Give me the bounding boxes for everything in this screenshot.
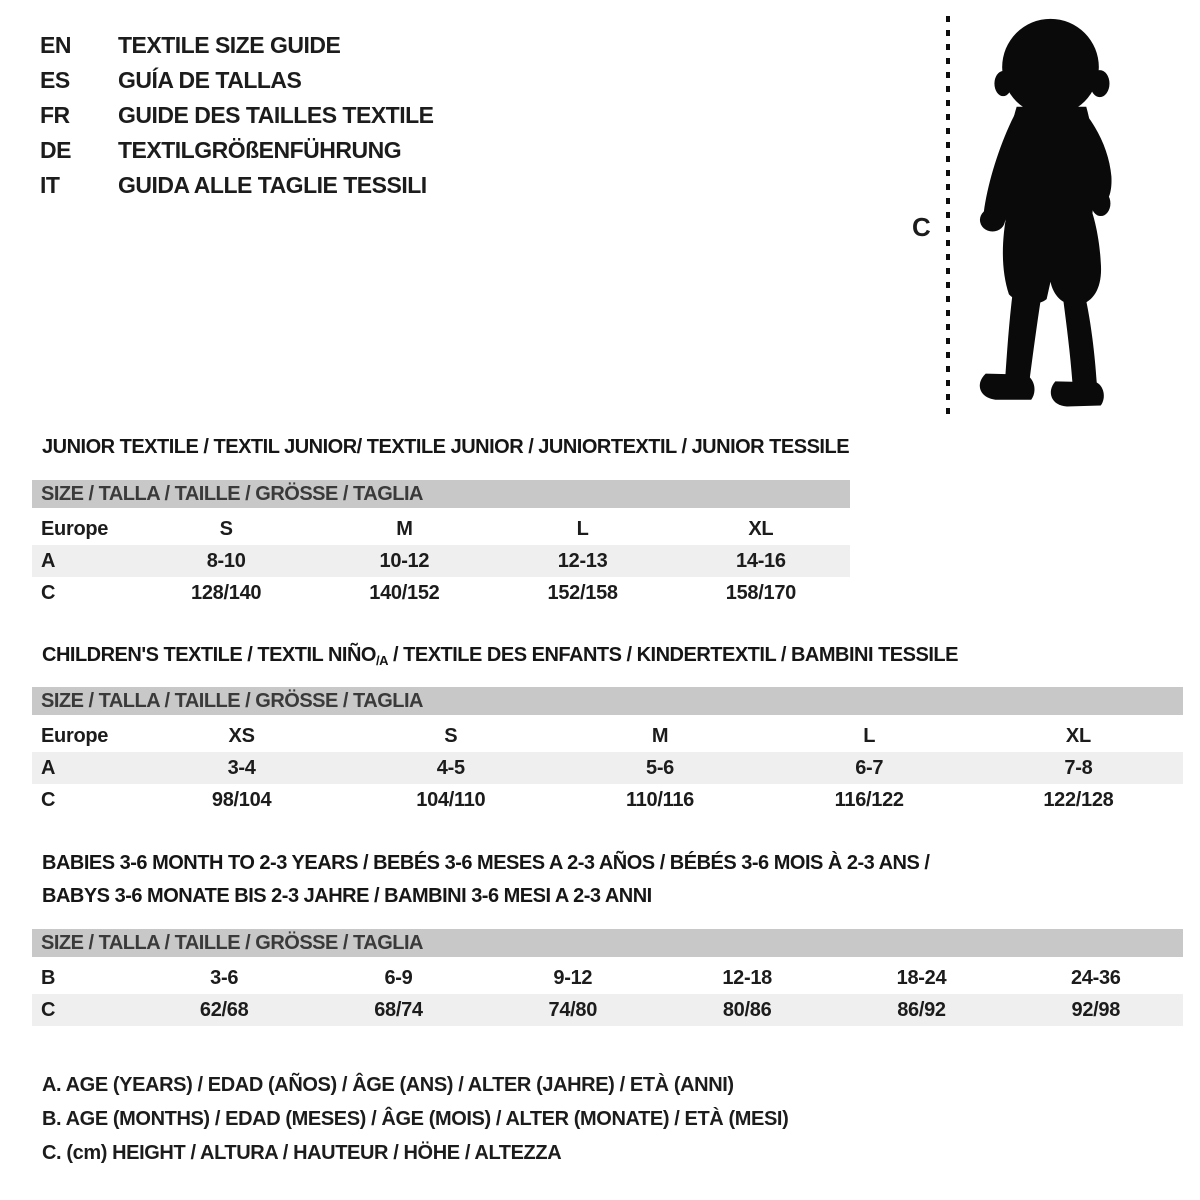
row-label: C [41, 582, 56, 604]
size-cell: XL [1065, 725, 1091, 747]
height-cell: 158/170 [725, 582, 796, 604]
months-cell: 12-18 [722, 967, 772, 989]
size-header-bar: SIZE / TALLA / TAILLE / GRÖSSE / TAGLIA [32, 480, 850, 508]
table-row-height [32, 994, 1183, 1026]
children-title-before: CHILDREN'S TEXTILE / TEXTIL NIÑO [42, 644, 376, 666]
row-label: A [41, 757, 56, 779]
size-cell: S [444, 725, 458, 747]
legend-line-a: A. AGE (YEARS) / EDAD (AÑOS) / ÂGE (ANS) / ALTER (JAHRE) / ETÀ (ANNI) [42, 1074, 734, 1096]
table-row-europe [32, 720, 1183, 752]
language-label: GUIDA ALLE TAGLIE TESSILI [118, 172, 427, 198]
age-cell: 12-13 [557, 550, 608, 572]
height-measure-dashed-line [946, 16, 950, 418]
table-row-height [32, 784, 1183, 816]
height-cell: 68/74 [374, 999, 423, 1021]
table-row-months [32, 962, 1183, 994]
language-label: TEXTILE SIZE GUIDE [118, 32, 341, 58]
language-row-es [40, 63, 434, 98]
size-cell: S [219, 518, 233, 540]
language-code: DE [40, 137, 71, 163]
babies-section-title-line1: BABIES 3-6 MONTH TO 2-3 YEARS / BEBÉS 3-6 MESES A 2-3 AÑOS / BÉBÉS 3-6 MOIS À 2-3 ANS / [42, 852, 930, 874]
size-cell: M [651, 725, 669, 747]
size-cell: M [396, 518, 413, 540]
junior-section-title: JUNIOR TEXTILE / TEXTIL JUNIOR/ TEXTILE JUNIOR / JUNIORTEXTIL / JUNIOR TESSILE [42, 436, 850, 458]
months-cell: 3-6 [210, 967, 239, 989]
language-row-fr [40, 98, 434, 133]
row-label: B [41, 967, 56, 989]
height-cell: 74/80 [548, 999, 598, 1021]
language-code: EN [40, 32, 71, 58]
babies-section-title-line2: BABYS 3-6 MONATE BIS 2-3 JAHRE / BAMBINI 3-6 MESI A 2-3 ANNI [42, 885, 652, 907]
language-label: TEXTILGRÖßENFÜHRUNG [118, 137, 402, 163]
row-label: A [41, 550, 56, 572]
months-cell: 9-12 [553, 967, 593, 989]
row-label: C [41, 789, 56, 811]
row-label: Europe [41, 725, 109, 747]
height-measure-label: C [912, 212, 931, 242]
table-row-height [32, 577, 850, 609]
row-label: C [41, 999, 56, 1021]
size-header-bar: SIZE / TALLA / TAILLE / GRÖSSE / TAGLIA [32, 687, 1183, 715]
measurement-legend [42, 1068, 788, 1170]
legend-line-c: C. (cm) HEIGHT / ALTURA / HAUTEUR / HÖHE / ALTEZZA [42, 1142, 562, 1164]
height-cell: 104/110 [416, 789, 486, 811]
language-label: GUÍA DE TALLAS [118, 67, 302, 93]
table-row-age [32, 752, 1183, 784]
height-cell: 140/152 [369, 582, 440, 604]
language-code: ES [40, 67, 70, 93]
table-row-europe [32, 513, 850, 545]
size-cell: XS [228, 725, 255, 747]
age-cell: 14-16 [736, 550, 786, 572]
age-cell: 8-10 [206, 550, 246, 572]
children-title-sub: /A [375, 653, 388, 668]
age-cell: 10-12 [379, 550, 430, 572]
months-cell: 24-36 [1070, 967, 1121, 989]
height-cell: 116/122 [834, 789, 904, 811]
months-cell: 18-24 [896, 967, 947, 989]
age-cell: 4-5 [436, 757, 465, 779]
size-header-bar: SIZE / TALLA / TAILLE / GRÖSSE / TAGLIA [32, 929, 1183, 957]
junior-size-table [32, 480, 850, 609]
size-cell: L [863, 725, 876, 747]
height-cell: 80/86 [722, 999, 772, 1021]
language-row-en [40, 28, 434, 63]
language-label: GUIDE DES TAILLES TEXTILE [118, 102, 434, 128]
height-cell: 62/68 [199, 999, 249, 1021]
language-code: FR [40, 102, 70, 128]
height-cell: 92/98 [1071, 999, 1121, 1021]
children-size-table [32, 687, 1183, 816]
months-cell: 6-9 [384, 967, 413, 989]
age-cell: 5-6 [646, 757, 675, 779]
age-cell: 6-7 [855, 757, 884, 779]
height-cell: 128/140 [191, 582, 262, 604]
height-cell: 122/128 [1043, 789, 1114, 811]
table-row-age [32, 545, 850, 577]
children-section-title [42, 644, 958, 668]
children-title-after: / TEXTILE DES ENFANTS / KINDERTEXTIL / BAMBINI TESSILE [387, 644, 958, 666]
size-cell: L [576, 518, 589, 540]
language-row-it [40, 168, 434, 203]
toddler-silhouette-image [958, 14, 1143, 420]
legend-line-b: B. AGE (MONTHS) / EDAD (MESES) / ÂGE (MOIS) / ALTER (MONATE) / ETÀ (MESI) [42, 1108, 789, 1130]
age-cell: 7-8 [1064, 757, 1093, 779]
height-cell: 98/104 [211, 789, 272, 811]
height-cell: 86/92 [897, 999, 946, 1021]
height-cell: 152/158 [547, 582, 618, 604]
size-cell: XL [748, 518, 774, 540]
age-cell: 3-4 [227, 757, 256, 779]
row-label: Europe [41, 518, 109, 540]
language-row-de [40, 133, 434, 168]
language-code: IT [40, 172, 60, 198]
language-title-list [40, 28, 434, 203]
babies-size-table [32, 929, 1183, 1026]
height-cell: 110/116 [626, 789, 694, 811]
